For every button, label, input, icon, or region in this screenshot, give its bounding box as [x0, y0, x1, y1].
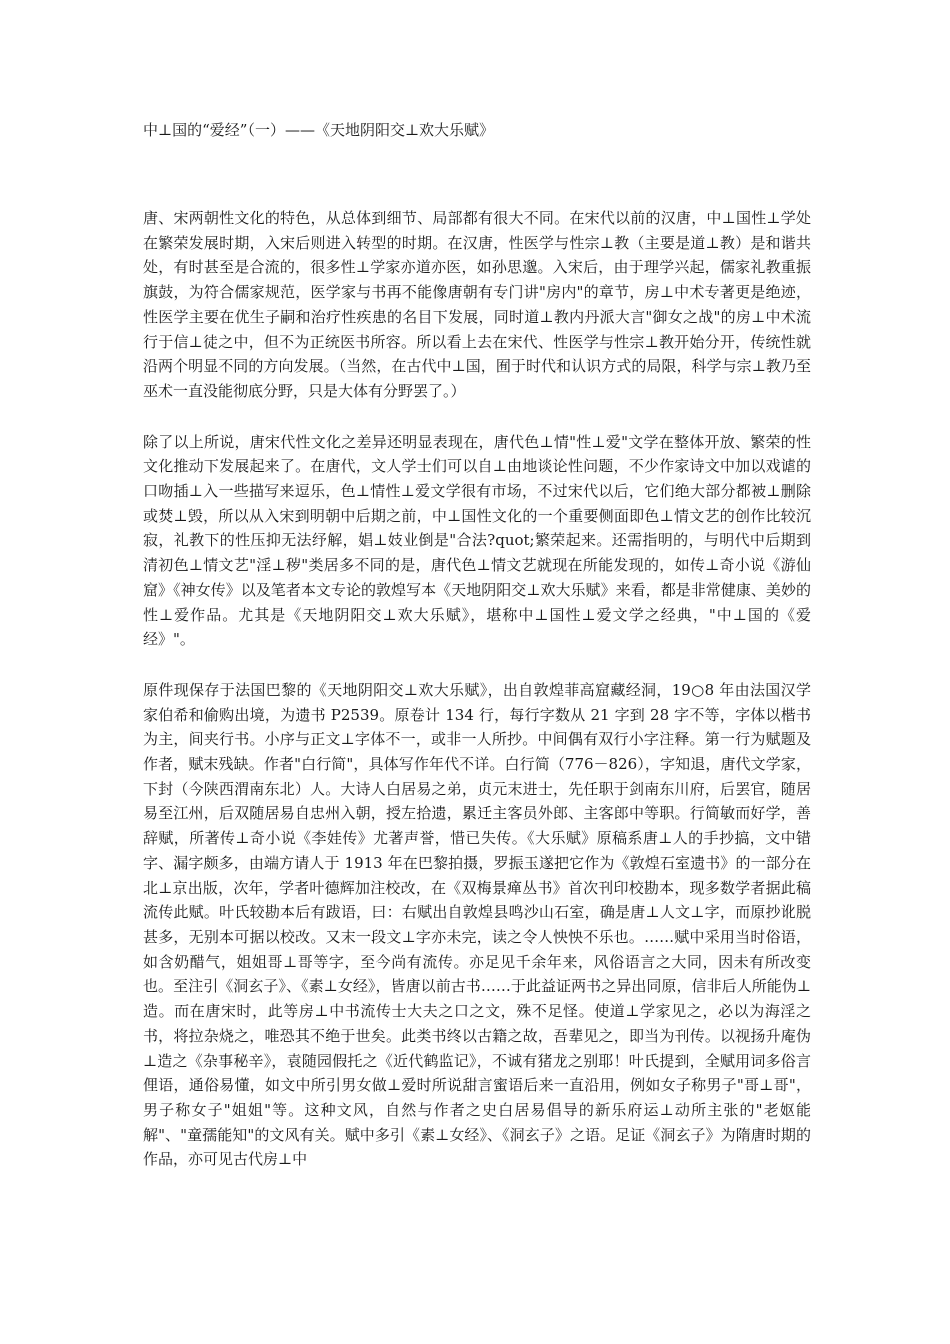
document-page — [143, 118, 811, 1198]
paragraph-3: 原件现保存于法国巴黎的《天地阴阳交⊥欢大乐赋》，出自敦煌菲高窟藏经洞，19○8 年由法国汉学家伯希和偷购出境，为遗书 P2539。原卷计 134 行，每行字数从 21 字到 28 字不等，字体以楷书为主，间夹行书。小序与正文⊥字体不一，或非一人所抄。中间偶有双行小字注释。第一行为赋题及作者，赋末残缺。作者"白行简"，具体写作年代不详。白行简（776－826），字知退，唐代文学家，下封（今陕西渭南东北）人。大诗人白居易之弟，贞元末进士，先任职于剑南东川府，后罢官，随居易至江州，后双随居易自忠州入朝，授左拾遗，累迁主客员外郎、主客郎中等职。行简敏而好学，善辞赋，所著传⊥奇小说《李娃传》尤著声誉，惜已失传。《大乐赋》原稿系唐⊥人的手抄搞，文中错字、漏字颇多，由端方请人于 1913 年在巴黎拍摄，罗振玉遂把它作为《敦煌石室遗书》的一部分在北⊥京出版，次年，学者叶德辉加注校改，在《双梅景瘅丛书》首次刊印校勘本，现多数学者据此稿流传此赋。叶氏较勘本后有跋语，曰：右赋出自敦煌县鸣沙山石室，确是唐⊥人文⊥字，而原抄讹脱甚多，无别本可据以校改。又末一段文⊥字亦未完，读之令人怏怏不乐也。……赋中采用当时俗语，如含奶醋气，姐姐哥⊥哥等字，至今尚有流传。亦足见千余年来，风俗语言之大同，因未有所改变也。至注引《洞玄子》、《素⊥女经》，皆唐以前古书……于此益证两书之异出同原，信非后人所能伪⊥造。而在唐宋时，此等房⊥中书流传士大夫之口之文，殊不足怪。使道⊥学家见之，必以为海淫之书，将拉杂烧之，唯恐其不绝于世矣。此类书终以古籍之故，吾辈见之，即当为刊传。以视扬升庵伪⊥造之《杂事秘辛》，袁随园假托之《近代鹤监记》，不诚有猪龙之别耶！叶氏提到，全赋用词多俗言俚语，通俗易懂，如文中所引男女做⊥爱时所说甜言蜜语后来一直沿用，例如女子称男子"哥⊥哥"，男子称女子"姐姐"等。这种文风，自然与作者之史白居易倡导的新乐府运⊥动所主张的"老妪能解"、"童孺能知"的文风有关。赋中多引《素⊥女经》、《洞玄子》之语。足证《洞玄子》为隋唐时期的作品，亦可见古代房⊥中 — [143, 680, 811, 1169]
paragraph-2: 除了以上所说，唐宋代性文化之差异还明显表现在，唐代色⊥情"性⊥爱"文学在整体开放、繁荣的性文化推动下发展起来了。在唐代，文人学士们可以自⊥由地谈论性问题，不少作家诗文中加以戏谑的口吻插⊥入一些描写来逗乐，色⊥情性⊥爱文学很有市场，不过宋代以后，它们绝大部分都被⊥删除或焚⊥毁，所以从入宋到明朝中后期之前，中⊥国性文化的一个重要侧面即色⊥情文艺的创作比较沉寂，礼教下的性压抑无法纾解，娼⊥妓业倒是"合法?quot;繁荣起来。还需指明的，与明代中后期到清初色⊥情文艺"淫⊥秽"类居多不同的是，唐代色⊥情文艺就现在所能发现的，如传⊥奇小说《游仙窟》《神女传》以及笔者本文专论的敦煌写本《天地阴阳交⊥欢大乐赋》来看，都是非常健康、美妙的性⊥爱作品。尤其是《天地阴阳交⊥欢大乐赋》，堪称中⊥国性⊥爱文学之经典，"中⊥国的《爱经》"。 — [143, 432, 811, 649]
document-title: 中⊥国的“爱经”（一）——《天地阴阳交⊥欢大乐赋》 — [143, 121, 495, 139]
paragraph-1: 唐、宋两朝性文化的特色，从总体到细节、局部都有很大不同。在宋代以前的汉唐，中⊥国性⊥学处在繁荣发展时期，入宋后则进入转型的时期。在汉唐，性医学与性宗⊥教（主要是道⊥教）是和谐共处，有时甚至是合流的，很多性⊥学家亦道亦医，如孙思邈。入宋后，由于理学兴起，儒家礼教重振旗鼓，为符合儒家规范，医学家与书再不能像唐朝有专门讲"房内"的章节，房⊥中术专著更是绝迹，性医学主要在优生子嗣和治疗性疾患的名目下发展，同时道⊥教内丹派大言"御女之战"的房⊥中术流行于信⊥徒之中，但不为正统医书所容。所以看上去在宋代、性医学与性宗⊥教开始分开，传统性就沿两个明显不同的方向发展。（当然，在古代中⊥国，囿于时代和认识方式的局限，科学与宗⊥教乃至巫术一直没能彻底分野，只是大体有分野罢了。） — [143, 209, 811, 400]
